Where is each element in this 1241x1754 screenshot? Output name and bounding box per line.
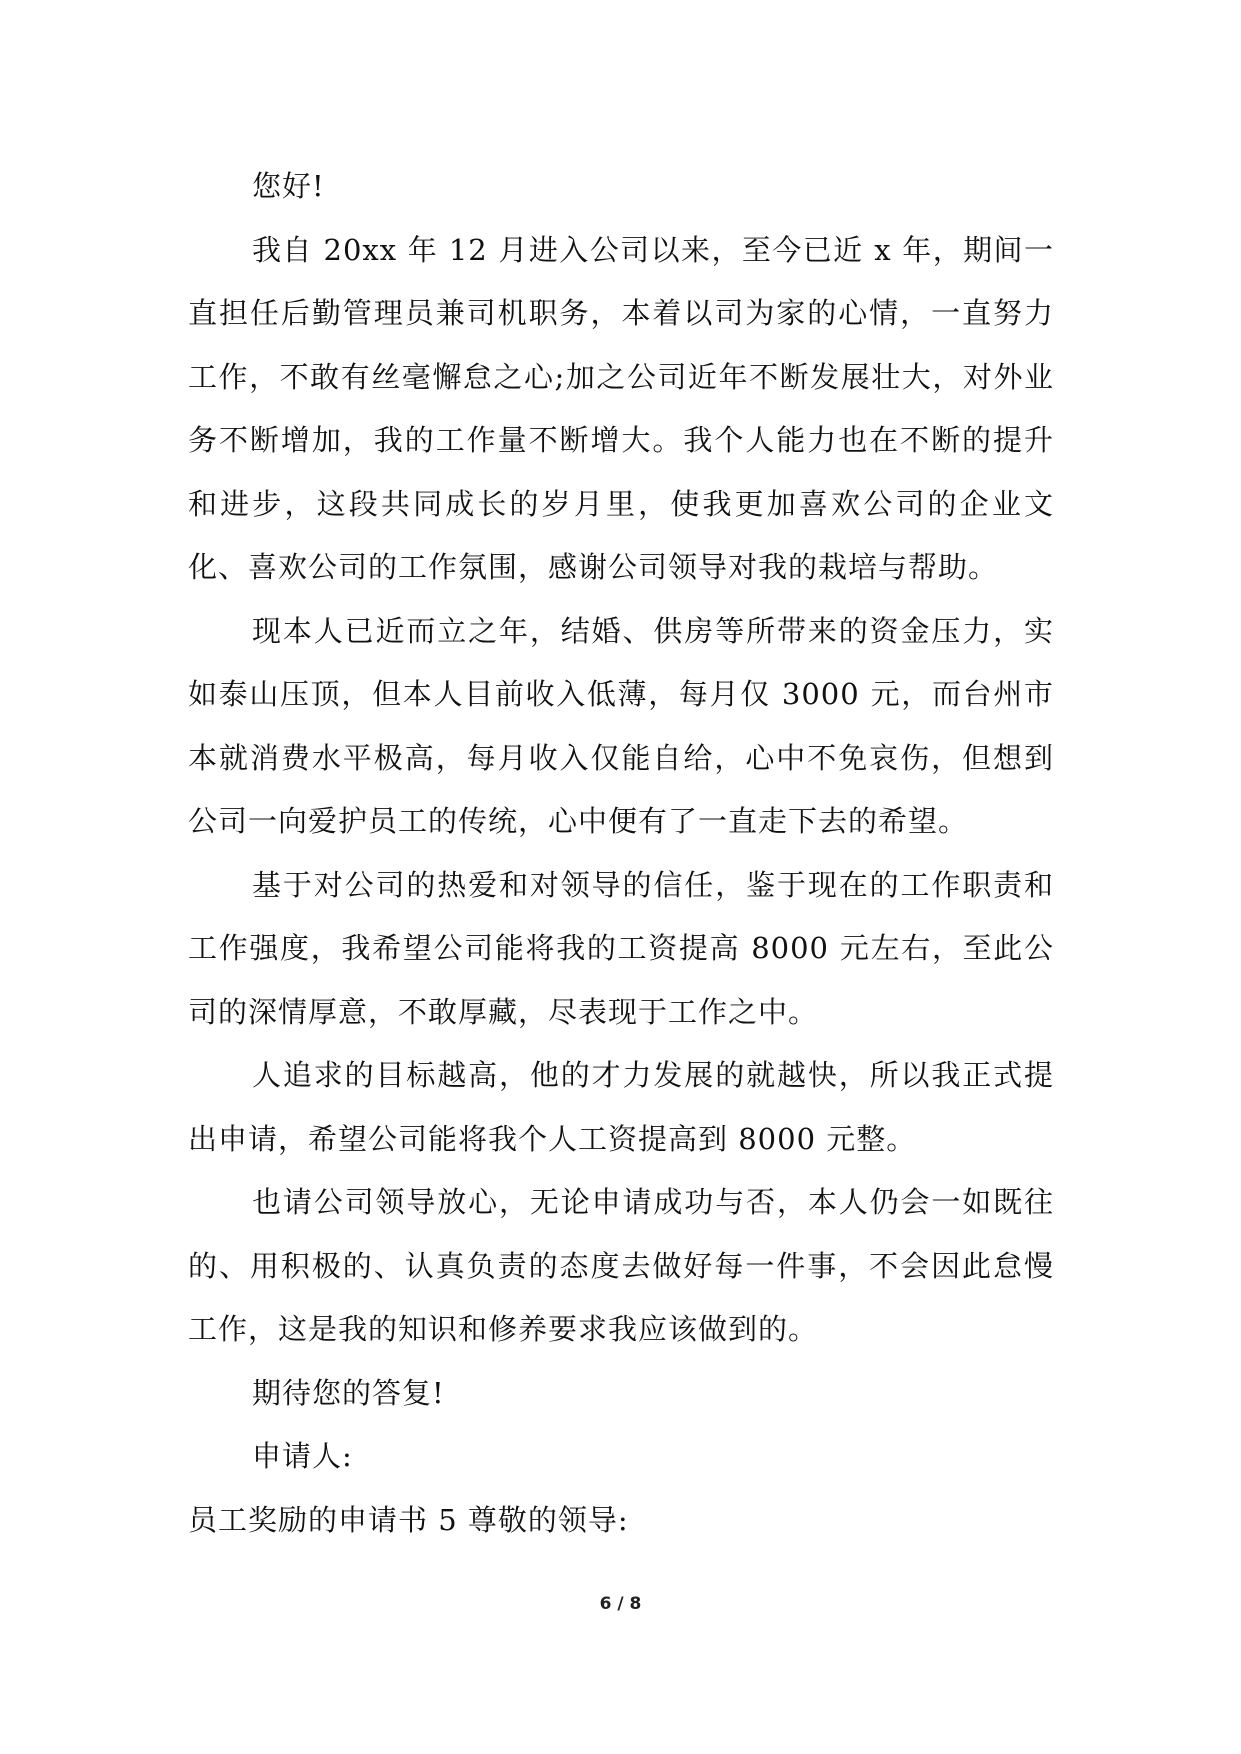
greeting-paragraph: 您好!	[252, 169, 325, 203]
body-paragraph: 我自 20xx 年 12 月进入公司以来，至今已近 x 年，期间一直担任后勤管理员兼司机职务，本着以司为家的心情，一直努力工作，不敢有丝毫懈怠之心;加之公司近年不断发展壮大，对外业务不断增加，我的工作量不断增大。我个人能力也在不断的提升和进步，这段共同成长的岁月里，使我更加喜欢公司的企业文化、喜欢公司的工作氛围，感谢公司领导对我的栽培与帮助。	[188, 232, 1054, 584]
closing-paragraph: 期待您的答复!	[252, 1375, 445, 1410]
applicant-line: 申请人:	[252, 1439, 353, 1473]
next-document-heading: 员工奖励的申请书 5 尊敬的领导:	[188, 1502, 629, 1537]
document-body	[188, 155, 1054, 1552]
body-paragraph: 现本人已近而立之年，结婚、供房等所带来的资金压力，实如泰山压顶，但本人目前收入低薄，每月仅 3000 元，而台州市本就消费水平极高，每月收入仅能自给，心中不免哀伤，但想到公司一向爱护员工的传统，心中便有了一直走下去的希望。	[188, 613, 1054, 838]
body-paragraph: 人追求的目标越高，他的才力发展的就越快，所以我正式提出申请，希望公司能将我个人工资提高到 8000 元整。	[188, 1058, 1054, 1156]
page-number: 6 / 8	[599, 1594, 642, 1614]
body-paragraph: 也请公司领导放心，无论申请成功与否，本人仍会一如既往的、用积极的、认真负责的态度去做好每一件事，不会因此怠慢工作，这是我的知识和修养要求我应该做到的。	[188, 1185, 1054, 1346]
body-paragraph: 基于对公司的热爱和对领导的信任，鉴于现在的工作职责和工作强度，我希望公司能将我的工资提高 8000 元左右，至此公司的深情厚意，不敢厚藏，尽表现于工作之中。	[188, 867, 1054, 1029]
